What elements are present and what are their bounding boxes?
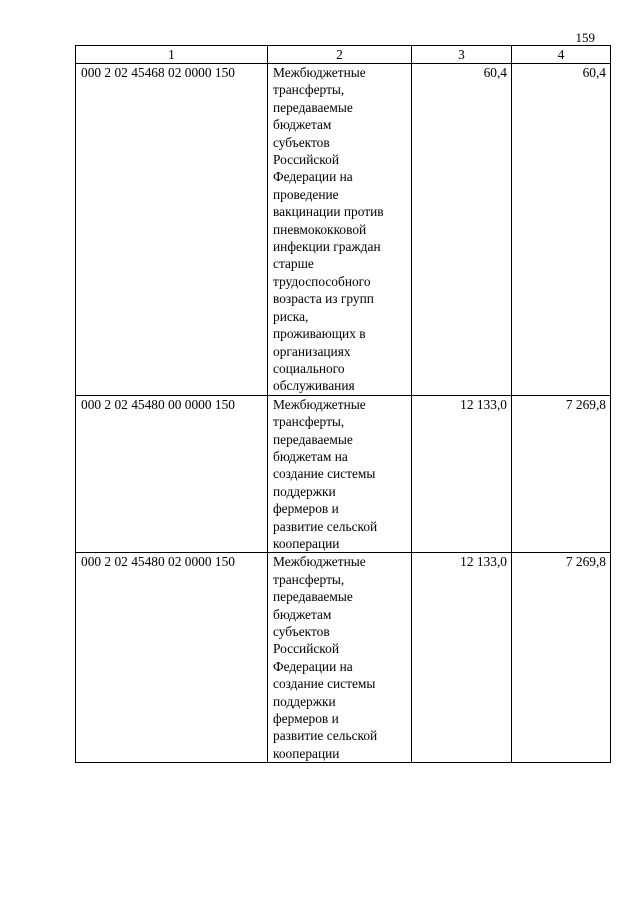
budget-code-cell: 000 2 02 45480 02 0000 150 xyxy=(76,553,268,763)
description-cell: Межбюджетные трансферты, передаваемые бюджетам на создание системы поддержки фермеров и развитие сельской кооперации xyxy=(268,395,412,553)
table-header-row xyxy=(76,46,611,64)
column-header-2: 2 xyxy=(268,46,412,64)
page-number: 159 xyxy=(575,30,595,45)
budget-table xyxy=(75,45,611,763)
table-row xyxy=(76,553,611,763)
budget-code-cell: 000 2 02 45480 00 0000 150 xyxy=(76,395,268,553)
amount-col4-cell: 7 269,8 xyxy=(512,395,611,553)
amount-col4-cell: 60,4 xyxy=(512,64,611,396)
amount-col3-cell: 60,4 xyxy=(412,64,512,396)
amount-col3-cell: 12 133,0 xyxy=(412,395,512,553)
table-row xyxy=(76,64,611,396)
column-header-4: 4 xyxy=(512,46,611,64)
column-header-3: 3 xyxy=(412,46,512,64)
column-header-1: 1 xyxy=(76,46,268,64)
table-row xyxy=(76,395,611,553)
budget-code-cell: 000 2 02 45468 02 0000 150 xyxy=(76,64,268,396)
description-cell: Межбюджетные трансферты, передаваемые бюджетам субъектов Российской Федерации на создание системы поддержки фермеров и развитие сельской кооперации xyxy=(268,553,412,763)
amount-col3-cell: 12 133,0 xyxy=(412,553,512,763)
description-cell: Межбюджетные трансферты, передаваемые бюджетам субъектов Российской Федерации на проведение вакцинации против пневмококковой инфекции граждан старше трудоспособного возраста из групп риска, проживающих в организациях социального обслуживания xyxy=(268,64,412,396)
amount-col4-cell: 7 269,8 xyxy=(512,553,611,763)
